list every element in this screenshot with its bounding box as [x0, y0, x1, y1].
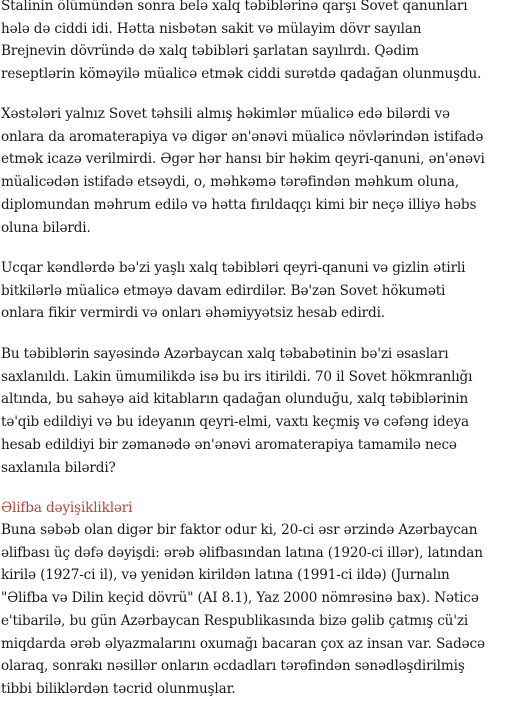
- paragraph-heritage-lost: Bu təbiblərin sayəsində Azərbaycan xalq təbabətinin bə'zi əsasları saxlanıldı. Lakin ümumilikdə isə bu irs itirildi. 70 il Sovet hökmranlığı altında, bu sahəyə aid kitabların qadağan olunduğu, xalq təbiblərinin tə'qib edildiyi və bu ideyanın qeyri-elmi, vaxtı keçmiş və cəfəng ideya hesab edildiyi bir zəmanədə ən'ənəvi aromaterapiya tamamilə necə saxlanıla bilərdi?: [1, 346, 473, 476]
- section-heading-alphabet-changes: Əlifba dəyişiklikləri: [1, 500, 133, 516]
- paragraph-village-healers: Ucqar kəndlərdə bə'zi yaşlı xalq təbibləri qeyri-qanuni və gizlin ətirli bitkilərlə müalicə etməyə davam edirdilər. Bə'zən Sovet hökuməti onlara fikir vermirdi və onları əhəmiyyətsiz hesab edirdi.: [1, 260, 466, 322]
- paragraph-soviet-laws: Stalinin ölümündən sonra belə xalq təbiblərinə qarşı Sovet qanunları hələ də ciddi idi. Hətta nisbətən sakit və mülayim dövr sayılan Brejnevin dövründə də xalq təbibləri şarlatan sayılırdı. Qədim reseptlərin köməyilə müalicə etmək ciddi surətdə qadağan olunmuşdu.: [1, 0, 482, 83]
- paragraph-alphabet-changes: Buna səbəb olan digər bir faktor odur ki, 20-ci əsr ərzində Azərbaycan əlifbası üç dəfə dəyişdi: ərəb əlifbasından latına (1920-ci illər), latından kirilə (1927-ci il), və yenidən kirildən latına (1991-ci ildə) (Jurnalın "Əlifba və Dilin keçid dövrü" (AI 8.1), Yaz 2000 nömrəsinə bax). Nəticə e'tibarilə, bu gün Azərbaycan Respublikasında bizə gəlib çatmış cü'zi miqdarda ərəb əlyazmalarını oxumağı bacaran çox az insan var. Sadəcə olaraq, sonrakı nəsillər onların əcdadları tərəfindən sənədləşdirilmiş tibbi biliklərdən təcrid olunmuşlar.: [1, 522, 485, 697]
- paragraph-soviet-doctors: Xəstələri yalnız Sovet təhsili almış həkimlər müalicə edə bilərdi və onlara da aromaterapiya və digər ən'ənəvi müalicə növlərindən istifadə etmək icazə verilmirdi. Əgər hər hansı bir həkim qeyri-qanuni, ən'ənəvi müalicədən istifadə etsəydi, o, məhkəmə tərəfindən məhkum oluna, diplomundan məhrum edilə və hətta fırıldaqçı kimi bir neçə illiyə həbs oluna bilərdi.: [1, 106, 485, 236]
